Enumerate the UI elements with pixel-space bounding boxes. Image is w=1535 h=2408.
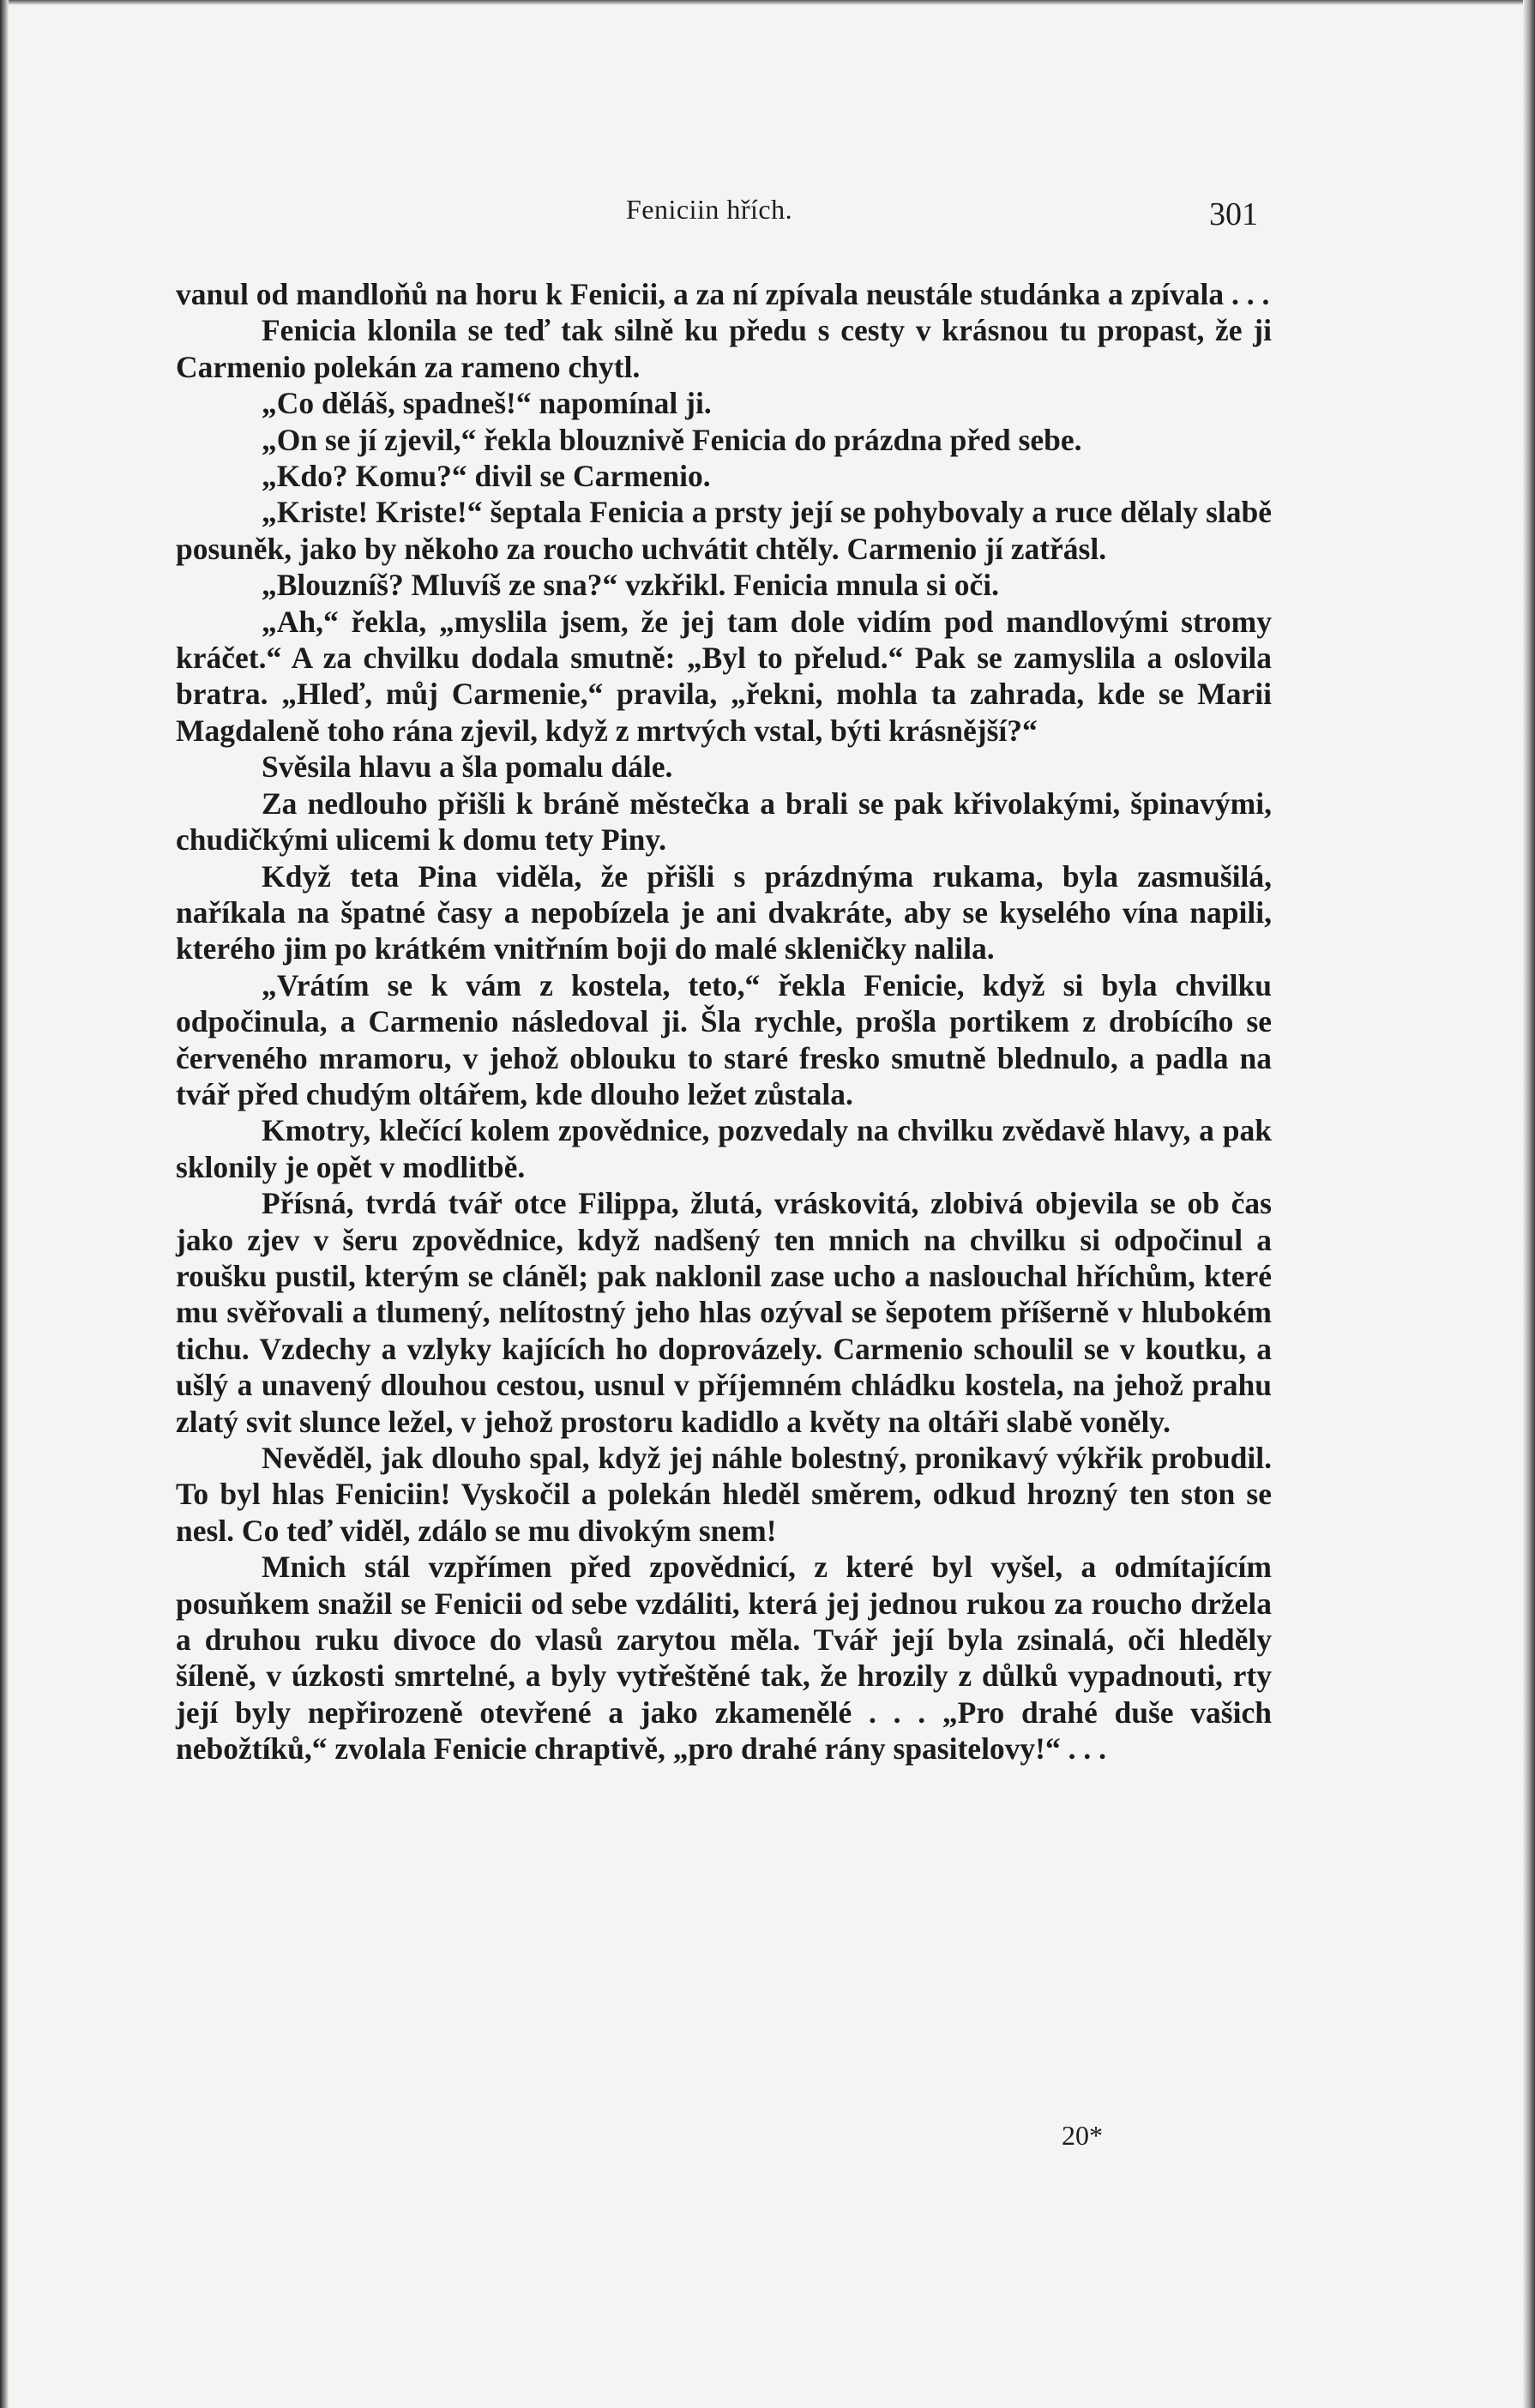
- paragraph: „Co děláš, spadneš!“ napomínal ji.: [262, 386, 712, 421]
- page-number: 301: [1209, 196, 1258, 232]
- paragraph: „Kriste! Kriste!“ šeptala Fenicia a prsty její se pohybovaly a ruce dělaly slabě posuněk, jako by někoho za roucho uchvátit chtěly. Carmenio jí zatřásl.: [176, 495, 1272, 566]
- paragraph: „Blouzníš? Mluvíš ze sna?“ vzkřikl. Fenicia mnula si oči.: [262, 568, 999, 603]
- paragraph: „Vrátím se k vám z kostela, teto,“ řekla Fenicie, když si byla chvilku odpočinula, a Carmenio následoval ji. Šla rychle, prošla portikem z drobícího se červeného mramoru, v jehož oblouku to staré fresko smutně blednulo, a padla na tvář před chudým oltářem, kde dlouho ležet zůstala.: [176, 967, 1272, 1111]
- paragraph: Kmotry, klečící kolem zpovědnice, pozvedaly na chvilku zvědavě hlavy, a pak sklonily je opět v modlitbě.: [176, 1113, 1272, 1184]
- paragraph: vanul od mandloňů na horu k Fenicii, a za ní zpívala neustále studánka a zpívala . . .: [176, 277, 1270, 311]
- paragraph: Fenicia klonila se teď tak silně ku předu s cesty v krásnou tu propast, že ji Carmenio polekán za rameno chytl.: [176, 313, 1272, 384]
- paragraph: Přísná, tvrdá tvář otce Filippa, žlutá, vráskovitá, zlobivá objevila se ob čas jako zjev v šeru zpovědnice, když nadšený ten mnich na chvilku si odpočinul a roušku pustil, kterým se cláněl; pak naklonil zase ucho a naslouchal hříchům, které mu svěřovali a tlumený, nelítostný jeho hlas ozýval se šepotem příšerně v hlubokém tichu. Vzdechy a vzlyky kajících ho doprovázely. Carmenio schoulil se v koutku, a ušlý a unavený dlouhou cestou, usnul v příjemném chládku kostela, na jehož prahu zlatý svit slunce ležel, v jehož prostoru kadidlo a květy na oltáři slabě voněly.: [176, 1186, 1272, 1439]
- running-head: [0, 190, 1535, 242]
- paragraph: Nevěděl, jak dlouho spal, když jej náhle bolestný, pronikavý výkřik probudil. To byl hlas Feniciin! Vyskočil a polekán hleděl směrem, odkud hrozný ten ston se nesl. Co teď viděl, zdálo se mu divokým snem!: [176, 1441, 1272, 1548]
- page-right-edge: [1523, 0, 1535, 2408]
- paragraph: Za nedlouho přišli k bráně městečka a brali se pak křivolakými, špinavými, chudičkými ulicemi k domu tety Piny.: [176, 786, 1272, 858]
- page-left-edge: [0, 0, 9, 2408]
- paragraph: Svěsila hlavu a šla pomalu dále.: [262, 749, 673, 785]
- running-title: Feniciin hřích.: [626, 194, 793, 225]
- page-top-edge: [0, 0, 1535, 5]
- body-text: [176, 276, 1272, 1767]
- paragraph: „On se jí zjevil,“ řekla blouznivě Fenicia do prázdna před sebe.: [262, 422, 1082, 457]
- printer-signature-mark: 20*: [1062, 2120, 1103, 2151]
- paragraph: „Kdo? Komu?“ divil se Carmenio.: [262, 459, 711, 494]
- paragraph: „Ah,“ řekla, „myslila jsem, že jej tam dole vidím pod mandlovými stromy kráčet.“ A za chvilku dodala smutně: „Byl to přelud.“ Pak se zamyslila a oslovila bratra. „Hleď, můj Carmenie,“ pravila, „řekni, mohla ta zahrada, kde se Marii Magdaleně toho rána zjevil, když z mrtvých vstal, býti krásnější?“: [176, 604, 1272, 748]
- paragraph: Mnich stál vzpřímen před zpovědnicí, z které byl vyšel, a odmítajícím posuňkem snažil se Fenicii od sebe vzdáliti, která jej jednou rukou za roucho držela a druhou ruku divoce do vlasů zarytou měla. Tvář její byla zsinalá, oči hleděly šíleně, v úzkosti smrtelné, a byly vytřeštěné tak, že hrozily z důlků vypadnouti, rty její byly nepřirozeně otevřené a jako zkamenělé . . . „Pro drahé duše vašich nebožtíků,“ zvolala Fenicie chraptivě, „pro drahé rány spasitelovy!“ . . .: [176, 1550, 1272, 1767]
- paragraph: Když teta Pina viděla, že přišli s prázdnýma rukama, byla zasmušilá, naříkala na špatné časy a nepobízela je ani dvakráte, aby se kyselého vína napili, kterého jim po krátkém vnitřním boji do malé skleničky nalila.: [176, 858, 1272, 966]
